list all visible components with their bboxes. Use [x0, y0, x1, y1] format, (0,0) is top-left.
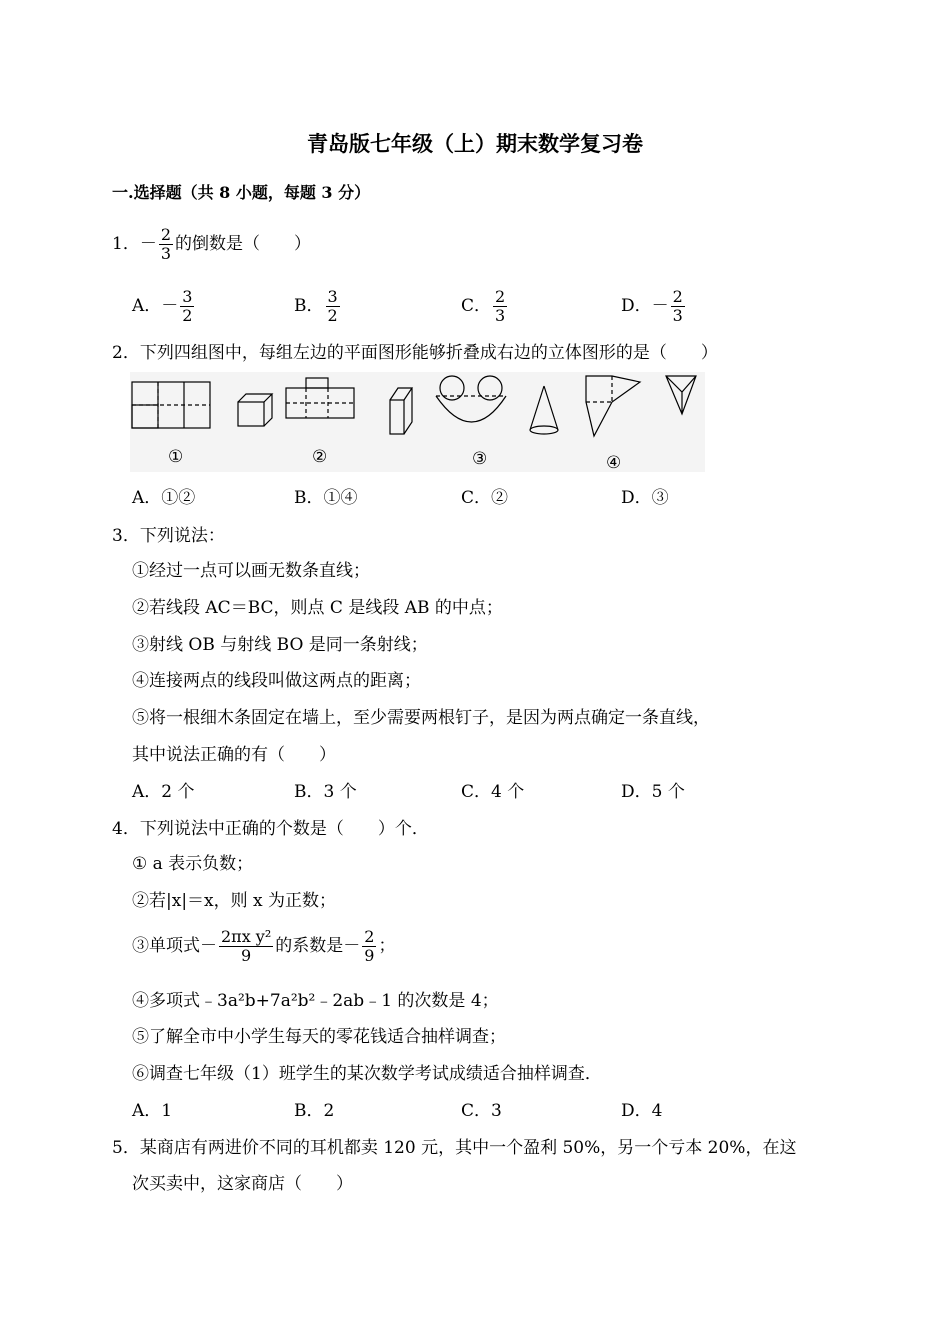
- q4-item-3: ③单项式－ $\frac{\text{2πx y²}}{9}$ 的系数是－ $\frac{2}{9}$ ；: [132, 927, 396, 965]
- q4-coefficient-fraction: $\frac{2}{9}$: [364, 927, 375, 965]
- q4-item-1: ① a 表示负数；: [132, 854, 254, 874]
- figure-label-3: ③: [472, 449, 488, 469]
- q1-neg: －: [139, 234, 157, 254]
- q1-option-b[interactable]: B． $\frac{3}{2}$: [294, 287, 338, 325]
- q3-option-c[interactable]: C．4 个: [461, 782, 525, 802]
- q4-item-4: ④多项式﹣3a²b+7a²b²﹣2ab﹣1 的次数是 4；: [132, 991, 499, 1011]
- q4-item-2: ②若|x|＝x，则 x 为正数；: [132, 891, 337, 911]
- q3-item-2: ②若线段 AC＝BC，则点 C 是线段 AB 的中点；: [132, 598, 503, 618]
- q4-option-a[interactable]: A．1: [132, 1101, 173, 1121]
- q3-option-b[interactable]: B．3 个: [294, 782, 357, 802]
- question-2: 2．下列四组图中，每组左边的平面图形能够折叠成右边的立体图形的是（ ）: [112, 343, 718, 363]
- q4-item-6: ⑥调查七年级（1）班学生的某次数学考试成绩适合抽样调查．: [132, 1064, 602, 1084]
- q1-text: 的倒数是（ ）: [175, 234, 312, 254]
- q4-option-c[interactable]: C．3: [461, 1101, 502, 1121]
- q4-monomial-fraction: $\frac{\text{2πx y²}}{9}$: [221, 927, 272, 965]
- figure-label-2: ②: [312, 447, 328, 467]
- q1-number: 1．: [112, 234, 140, 254]
- page-title: 青岛版七年级（上）期末数学复习卷: [307, 131, 643, 156]
- section-heading: 一.选择题（共 8 小题，每题 3 分）: [112, 183, 371, 202]
- q3-item-3: ③射线 OB 与射线 BO 是同一条射线；: [132, 635, 428, 655]
- figure-label-4: ④: [606, 453, 622, 473]
- q4-option-b[interactable]: B．2: [294, 1101, 335, 1121]
- q1-fraction: $\frac{2}{3}$: [160, 225, 172, 263]
- q2-option-a[interactable]: A．①②: [132, 488, 196, 508]
- figure-label-1: ①: [168, 447, 184, 467]
- question-4: 4．下列说法中正确的个数是（ ）个．: [112, 819, 429, 839]
- question-3: 3．下列说法：: [112, 526, 225, 546]
- question-5-line-1: 5．某商店有两进价不同的耳机都卖 120 元，其中一个盈利 50%，另一个亏本 20%，在这: [112, 1138, 797, 1158]
- q3-option-d[interactable]: D．5 个: [621, 782, 685, 802]
- q4-option-d[interactable]: D．4: [621, 1101, 663, 1121]
- q3-item-5: ⑤将一根细木条固定在墙上，至少需要两根钉子，是因为两点确定一条直线，: [132, 708, 710, 728]
- q2-option-b[interactable]: B．①④: [294, 488, 358, 508]
- q1-option-d[interactable]: D．－ $\frac{2}{3}$: [621, 287, 683, 325]
- q3-item-1: ①经过一点可以画无数条直线；: [132, 561, 370, 581]
- q3-item-4: ④连接两点的线段叫做这两点的距离；: [132, 671, 421, 691]
- q2-option-d[interactable]: D．③: [621, 488, 669, 508]
- q1-option-c[interactable]: C． $\frac{2}{3}$: [461, 287, 506, 325]
- q4-item-5: ⑤了解全市中小学生每天的零花钱适合抽样调查；: [132, 1027, 506, 1047]
- question-1: [112, 226, 311, 263]
- q3-tail: 其中说法正确的有（ ）: [132, 745, 336, 765]
- question-5-line-2: 次买卖中，这家商店（ ）: [132, 1174, 353, 1194]
- q2-option-c[interactable]: C．②: [461, 488, 509, 508]
- q3-option-a[interactable]: A．2 个: [132, 782, 195, 802]
- q1-option-a[interactable]: A．－ $\frac{3}{2}$: [132, 287, 193, 325]
